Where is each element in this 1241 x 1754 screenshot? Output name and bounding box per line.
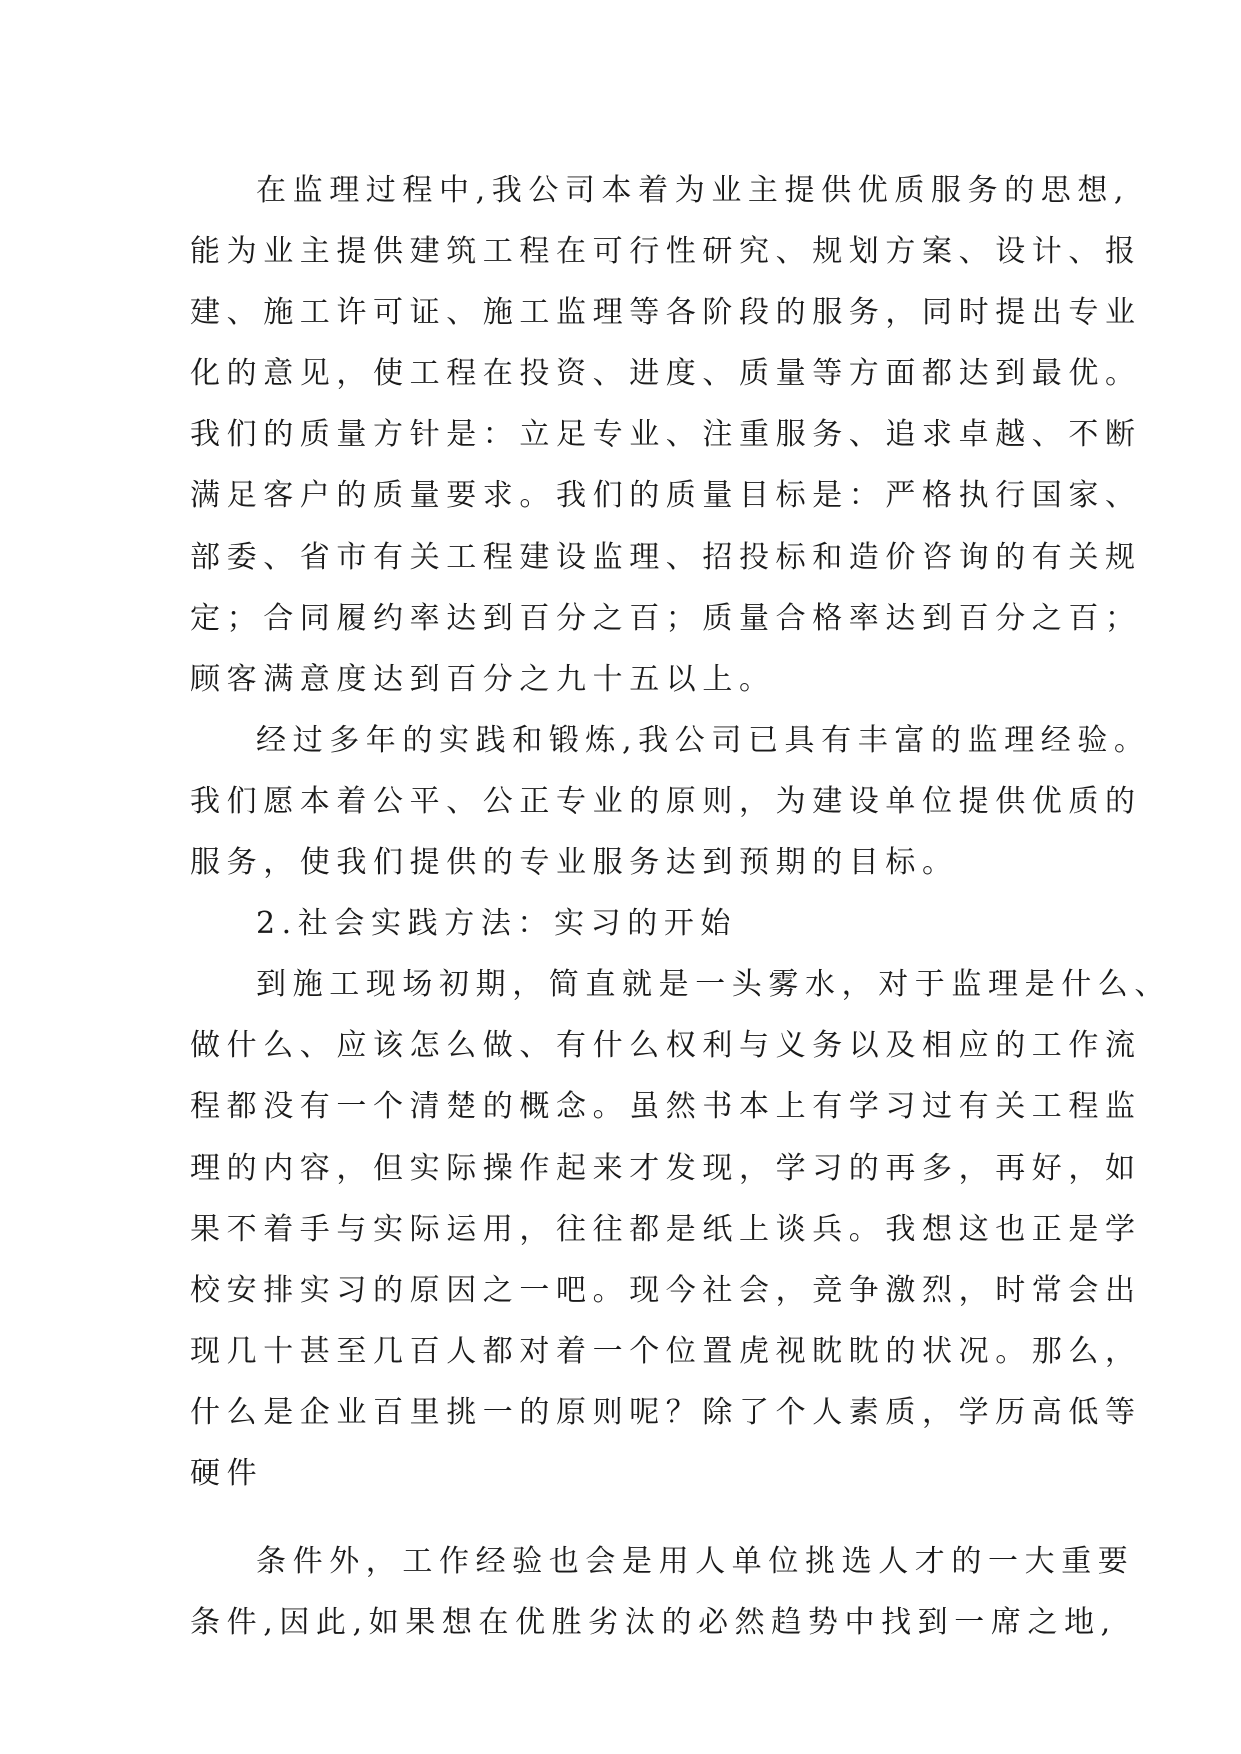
text-line: 经过多年的实践和锻炼,我公司已具有丰富的监理经验。 bbox=[256, 722, 1151, 758]
text-line: 顾客满意度达到百分之九十五以上。 bbox=[190, 661, 776, 697]
text-line: 在监理过程中,我公司本着为业主提供优质服务的思想, bbox=[256, 173, 1131, 208]
text-line: 服务，使我们提供的专业服务达到预期的目标。 bbox=[190, 845, 959, 881]
text-line: 校安排实习的原因之一吧。现今社会，竞争激烈，时常会出 bbox=[190, 1272, 1142, 1308]
text-line: 我们的质量方针是：立足专业、注重服务、追求卓越、不断 bbox=[190, 417, 1142, 453]
text-line: 条件,因此,如果想在优胜劣汰的必然趋势中找到一席之地, bbox=[190, 1605, 1117, 1641]
text-line: 现几十甚至几百人都对着一个位置虎视眈眈的状况。那么， bbox=[190, 1333, 1142, 1369]
text-line: 条件外，工作经验也会是用人单位挑选人才的一大重要 bbox=[256, 1544, 1135, 1580]
text-line: 果不着手与实际运用，往往都是纸上谈兵。我想这也正是学 bbox=[190, 1211, 1142, 1247]
document-body bbox=[190, 160, 1171, 1653]
text-line: 到施工现场初期，简直就是一头雾水，对于监理是什么、 bbox=[256, 967, 1171, 1003]
text-line: 做什么、应该怎么做、有什么权利与义务以及相应的工作流 bbox=[190, 1028, 1142, 1064]
text-line: 程都没有一个清楚的概念。虽然书本上有学习过有关工程监 bbox=[190, 1089, 1142, 1125]
paragraph-gap bbox=[190, 1504, 1090, 1531]
text-line: 部委、省市有关工程建设监理、招投标和造价咨询的有关规 bbox=[190, 539, 1142, 575]
text-line: 能为业主提供建筑工程在可行性研究、规划方案、设计、报 bbox=[190, 234, 1142, 270]
text-line: 定；合同履约率达到百分之百；质量合格率达到百分之百； bbox=[190, 600, 1142, 636]
text-line: 化的意见，使工程在投资、进度、质量等方面都达到最优。 bbox=[190, 356, 1142, 392]
text-line: 建、施工许可证、施工监理等各阶段的服务，同时提出专业 bbox=[190, 295, 1142, 331]
text-line: 满足客户的质量要求。我们的质量目标是：严格执行国家、 bbox=[190, 478, 1142, 514]
section-heading: 2.社会实践方法：实习的开始 bbox=[256, 906, 738, 942]
text-line: 我们愿本着公平、公正专业的原则，为建设单位提供优质的 bbox=[190, 783, 1142, 819]
text-line: 理的内容，但实际操作起来才发现，学习的再多，再好，如 bbox=[190, 1150, 1142, 1186]
text-line: 什么是企业百里挑一的原则呢？除了个人素质，学历高低等 bbox=[190, 1394, 1142, 1430]
text-line: 硬件 bbox=[190, 1455, 264, 1491]
